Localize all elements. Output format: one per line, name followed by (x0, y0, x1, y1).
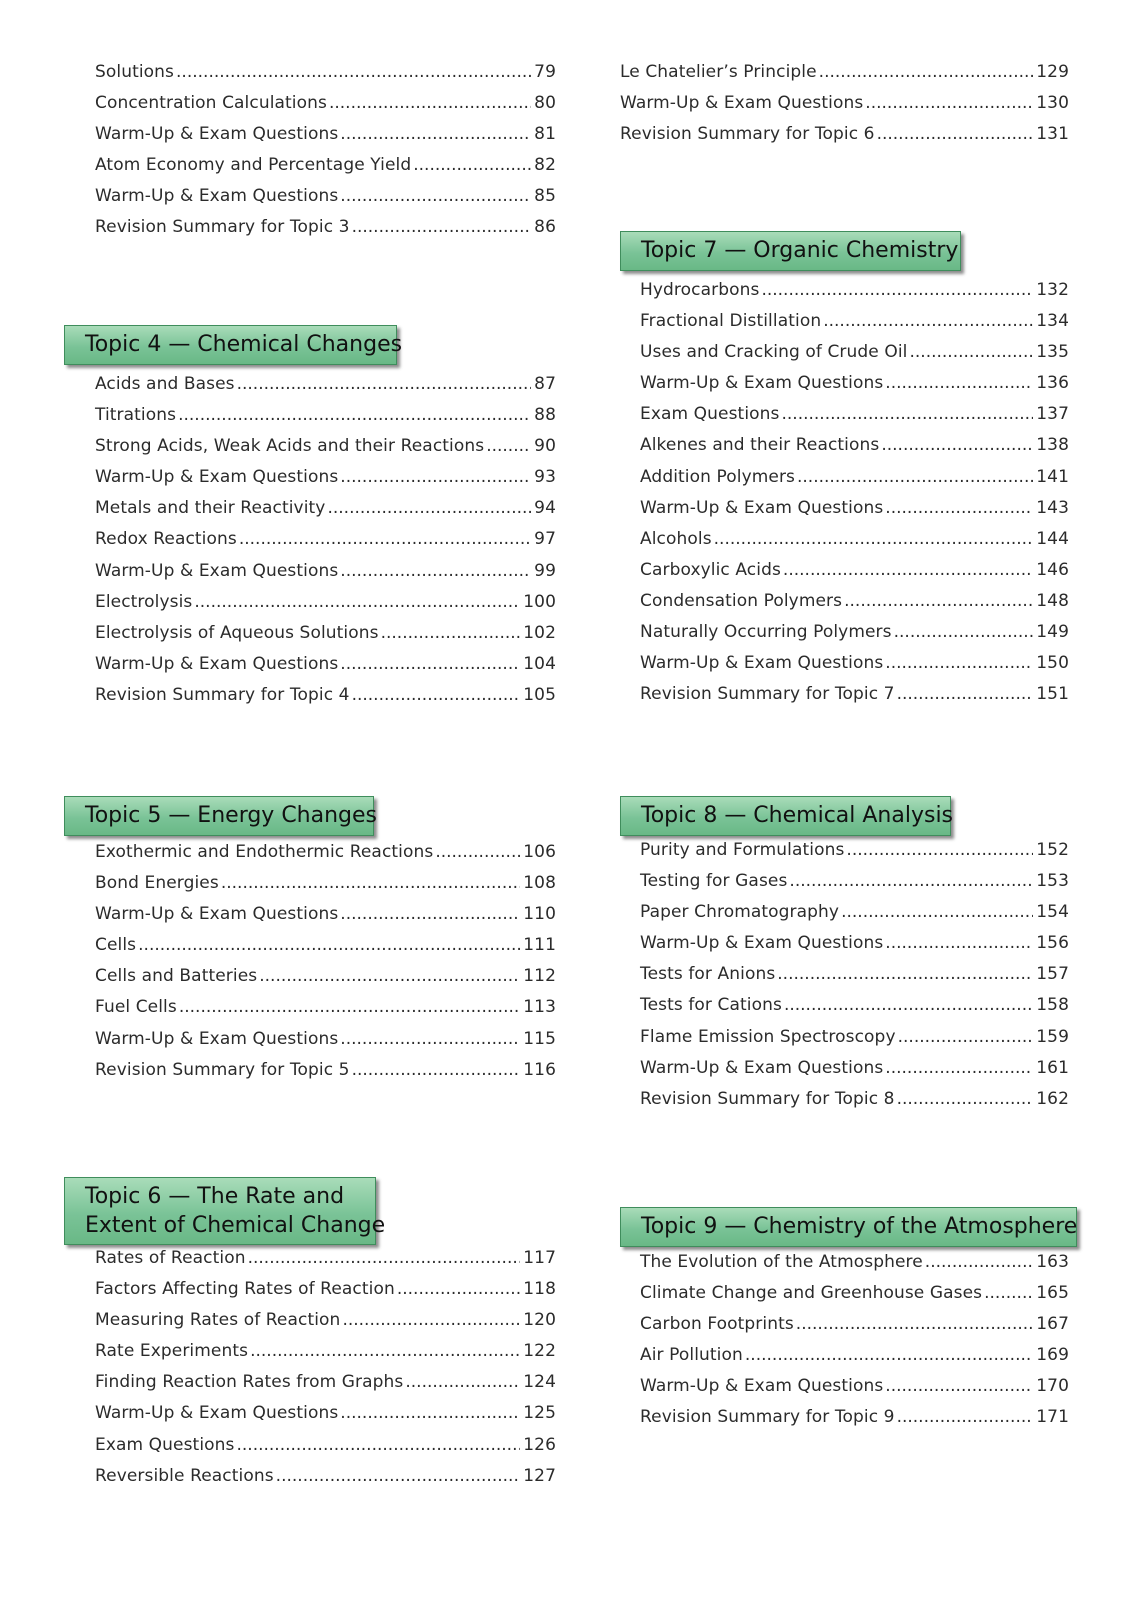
toc-entry (95, 685, 556, 716)
toc-leader-dots (340, 124, 531, 144)
toc-entry (640, 280, 1069, 311)
toc-entry-title: Flame Emission Spectroscopy (640, 1026, 896, 1047)
toc-entry-page: 143 (1036, 497, 1069, 518)
toc-leader-dots (176, 62, 531, 82)
toc-leader-dots (894, 622, 1034, 642)
toc-leader-dots (236, 1435, 520, 1455)
toc-entry (620, 93, 1069, 124)
topic7-list (640, 280, 1069, 715)
toc-entry-title: Fractional Distillation (640, 311, 822, 332)
toc-entry (640, 1027, 1069, 1058)
toc-entry-title: Warm-Up & Exam Questions (95, 1403, 339, 1424)
toc-leader-dots (486, 436, 531, 456)
toc-leader-dots (984, 1283, 1033, 1303)
toc-entry-title: Finding Reaction Rates from Graphs (95, 1372, 404, 1393)
toc-entry (620, 62, 1069, 93)
toc-entry-page: 82 (534, 155, 556, 176)
toc-entry (640, 1376, 1069, 1407)
topic7-heading: Topic 7 — Organic Chemistry (620, 231, 961, 271)
toc-entry-title: Warm-Up & Exam Questions (95, 186, 339, 207)
toc-entry-title: Warm-Up & Exam Questions (95, 904, 339, 925)
toc-entry-page: 117 (523, 1248, 556, 1268)
toc-entry (95, 873, 556, 904)
toc-entry-page: 156 (1036, 933, 1069, 954)
toc-entry-title: Climate Change and Greenhouse Gases (640, 1283, 983, 1304)
toc-entry-page: 169 (1036, 1345, 1069, 1366)
toc-entry-page: 86 (534, 217, 556, 238)
toc-entry-page: 159 (1036, 1026, 1069, 1047)
topic6-list (95, 1248, 556, 1497)
toc-entry (640, 902, 1069, 933)
toc-entry-title: Paper Chromatography (640, 902, 840, 923)
toc-entry (640, 1283, 1069, 1314)
toc-entry (640, 404, 1069, 435)
toc-entry (95, 124, 556, 155)
toc-entry (640, 498, 1069, 529)
topic4-list (95, 374, 556, 716)
toc-leader-dots (881, 435, 1033, 455)
toc-entry (95, 561, 556, 592)
toc-entry (640, 622, 1069, 653)
toc-entry-title: Revision Summary for Topic 7 (640, 684, 895, 705)
toc-entry-page: 132 (1036, 280, 1069, 300)
toc-leader-dots (276, 1466, 521, 1486)
toc-entry-title: Concentration Calculations (95, 93, 327, 114)
toc-entry-page: 158 (1036, 995, 1069, 1016)
toc-entry (640, 1058, 1069, 1089)
toc-leader-dots (784, 995, 1033, 1015)
toc-entry-title: Warm-Up & Exam Questions (640, 653, 884, 674)
toc-entry-title: Acids and Bases (95, 374, 235, 394)
toc-entry-page: 161 (1036, 1057, 1069, 1078)
toc-entry-page: 97 (534, 529, 556, 550)
toc-leader-dots (340, 467, 531, 487)
toc-entry (95, 842, 556, 873)
toc-entry-title: Revision Summary for Topic 5 (95, 1059, 350, 1080)
toc-entry-page: 150 (1036, 653, 1069, 674)
toc-entry (640, 871, 1069, 902)
toc-leader-dots (413, 155, 531, 175)
toc-entry-page: 149 (1036, 622, 1069, 643)
topic8-heading: Topic 8 — Chemical Analysis (620, 796, 951, 836)
toc-entry-title: Exam Questions (640, 404, 780, 425)
toc-entry-title: Rate Experiments (95, 1341, 249, 1362)
toc-entry (640, 1089, 1069, 1120)
toc-entry-page: 116 (523, 1059, 556, 1080)
toc-entry (95, 155, 556, 186)
toc-entry (95, 1466, 556, 1497)
toc-entry (95, 904, 556, 935)
toc-entry (95, 1248, 556, 1279)
toc-leader-dots (381, 623, 521, 643)
toc-entry-page: 153 (1036, 871, 1069, 892)
toc-leader-dots (352, 217, 532, 237)
toc-entry (640, 840, 1069, 871)
toc-entry-title: Cells and Batteries (95, 966, 258, 987)
toc-entry-page: 144 (1036, 528, 1069, 549)
toc-entry-page: 105 (523, 684, 556, 705)
toc-entry (95, 436, 556, 467)
toc-entry-page: 138 (1036, 435, 1069, 456)
toc-entry-title: Warm-Up & Exam Questions (640, 1376, 884, 1397)
toc-entry-page: 124 (523, 1372, 556, 1393)
toc-leader-dots (352, 685, 521, 705)
toc-entry (640, 591, 1069, 622)
toc-entry-page: 79 (534, 62, 556, 82)
toc-entry-page: 127 (523, 1465, 556, 1486)
toc-entry-title: Warm-Up & Exam Questions (95, 653, 339, 674)
toc-entry-page: 115 (523, 1028, 556, 1049)
topic3-continuation-list (95, 62, 556, 249)
toc-entry-page: 87 (534, 374, 556, 394)
toc-entry-title: The Evolution of the Atmosphere (640, 1252, 923, 1272)
toc-entry-page: 126 (523, 1434, 556, 1455)
toc-entry-page: 81 (534, 124, 556, 145)
toc-entry (95, 374, 556, 405)
toc-leader-dots (397, 1279, 520, 1299)
toc-entry (640, 1407, 1069, 1438)
toc-entry-page: 108 (523, 873, 556, 894)
toc-entry-title: Measuring Rates of Reaction (95, 1310, 341, 1331)
toc-leader-dots (138, 935, 520, 955)
toc-entry (95, 405, 556, 436)
toc-entry-title: Revision Summary for Topic 9 (640, 1407, 895, 1428)
toc-entry-title: Warm-Up & Exam Questions (640, 373, 884, 394)
toc-entry-title: Metals and their Reactivity (95, 498, 326, 519)
toc-entry-title: Revision Summary for Topic 4 (95, 684, 350, 705)
topic5-heading: Topic 5 — Energy Changes (64, 796, 374, 836)
toc-entry (95, 498, 556, 529)
toc-entry (640, 964, 1069, 995)
toc-entry-page: 88 (534, 405, 556, 426)
toc-entry (95, 1341, 556, 1372)
toc-entry (640, 684, 1069, 715)
toc-entry-page: 122 (523, 1341, 556, 1362)
toc-entry (640, 653, 1069, 684)
toc-entry-page: 118 (523, 1279, 556, 1300)
toc-leader-dots (898, 1027, 1034, 1047)
toc-entry-title: Cells (95, 935, 137, 956)
toc-entry (95, 623, 556, 654)
toc-entry-page: 157 (1036, 964, 1069, 985)
toc-entry-title: Titrations (95, 405, 177, 426)
toc-leader-dots (221, 873, 520, 893)
toc-leader-dots (796, 1314, 1033, 1334)
toc-leader-dots (783, 560, 1033, 580)
toc-leader-dots (435, 842, 520, 862)
toc-entry-page: 165 (1036, 1283, 1069, 1304)
toc-entry-title: Factors Affecting Rates of Reaction (95, 1279, 395, 1300)
toc-entry (95, 93, 556, 124)
toc-entry (640, 1345, 1069, 1376)
toc-entry (640, 529, 1069, 560)
toc-leader-dots (789, 871, 1033, 891)
toc-leader-dots (865, 93, 1033, 113)
toc-leader-dots (329, 93, 531, 113)
toc-entry-title: Naturally Occurring Polymers (640, 622, 892, 643)
topic8-list (640, 840, 1069, 1120)
toc-entry (95, 997, 556, 1028)
toc-entry-title: Alcohols (640, 528, 712, 549)
toc-entry-page: 171 (1036, 1407, 1069, 1428)
toc-leader-dots (841, 902, 1033, 922)
toc-entry (620, 124, 1069, 155)
toc-entry-title: Rates of Reaction (95, 1248, 246, 1268)
toc-leader-dots (823, 311, 1033, 331)
toc-entry-page: 106 (523, 842, 556, 862)
toc-entry-title: Warm-Up & Exam Questions (95, 560, 339, 581)
toc-leader-dots (178, 405, 531, 425)
toc-entry-page: 170 (1036, 1376, 1069, 1397)
toc-leader-dots (340, 561, 531, 581)
toc-entry (95, 1029, 556, 1060)
toc-leader-dots (885, 933, 1033, 953)
topic6-heading-line1: Topic 6 — The Rate and (85, 1184, 345, 1209)
toc-entry (640, 435, 1069, 466)
toc-leader-dots (885, 653, 1033, 673)
toc-entry (640, 373, 1069, 404)
toc-entry-page: 135 (1036, 342, 1069, 363)
toc-entry-title: Tests for Cations (640, 995, 782, 1016)
toc-entry-title: Testing for Gases (640, 871, 788, 892)
toc-entry-title: Air Pollution (640, 1345, 743, 1366)
toc-entry-title: Carbon Footprints (640, 1314, 794, 1335)
toc-entry-page: 100 (523, 591, 556, 612)
toc-entry-page: 146 (1036, 559, 1069, 580)
topic6-heading (64, 1177, 386, 1245)
toc-entry-title: Exothermic and Endothermic Reactions (95, 842, 434, 862)
toc-entry-title: Electrolysis (95, 591, 193, 612)
toc-leader-dots (405, 1372, 520, 1392)
toc-entry (95, 186, 556, 217)
toc-entry-page: 111 (523, 935, 556, 956)
toc-entry-title: Warm-Up & Exam Questions (95, 467, 339, 488)
toc-entry-title: Solutions (95, 62, 175, 82)
topic6-heading-line2: Extent of Chemical Change (85, 1213, 386, 1238)
toc-entry-page: 137 (1036, 404, 1069, 425)
toc-entry-title: Exam Questions (95, 1434, 235, 1455)
toc-entry-title: Reversible Reactions (95, 1465, 274, 1486)
toc-entry (95, 1310, 556, 1341)
toc-entry-title: Warm-Up & Exam Questions (620, 93, 864, 114)
toc-leader-dots (885, 498, 1033, 518)
toc-entry-title: Revision Summary for Topic 3 (95, 217, 350, 238)
toc-leader-dots (340, 1403, 520, 1423)
toc-leader-dots (237, 374, 532, 394)
toc-entry-page: 152 (1036, 840, 1069, 860)
toc-entry (95, 1435, 556, 1466)
toc-leader-dots (714, 529, 1034, 549)
toc-entry (640, 311, 1069, 342)
toc-entry-page: 162 (1036, 1088, 1069, 1109)
toc-entry (640, 342, 1069, 373)
toc-entry-page: 163 (1036, 1252, 1069, 1272)
toc-leader-dots (352, 1060, 521, 1080)
toc-leader-dots (885, 373, 1033, 393)
toc-leader-dots (342, 1310, 520, 1330)
toc-entry-title: Condensation Polymers (640, 590, 843, 611)
toc-leader-dots (781, 404, 1033, 424)
toc-entry-title: Warm-Up & Exam Questions (640, 497, 884, 518)
toc-entry (95, 1403, 556, 1434)
toc-entry (640, 933, 1069, 964)
toc-entry-page: 154 (1036, 902, 1069, 923)
toc-entry (95, 62, 556, 93)
toc-entry-page: 167 (1036, 1314, 1069, 1335)
toc-leader-dots (761, 280, 1033, 300)
toc-entry (640, 560, 1069, 591)
toc-leader-dots (340, 654, 520, 674)
topic9-list (640, 1252, 1069, 1439)
toc-entry-page: 131 (1036, 124, 1069, 145)
toc-leader-dots (925, 1252, 1033, 1272)
toc-entry-title: Revision Summary for Topic 6 (620, 124, 875, 145)
toc-entry-page: 134 (1036, 311, 1069, 332)
toc-leader-dots (179, 997, 520, 1017)
toc-entry-page: 120 (523, 1310, 556, 1331)
toc-entry-title: Carboxylic Acids (640, 559, 781, 580)
toc-leader-dots (259, 966, 520, 986)
toc-leader-dots (819, 62, 1034, 82)
toc-entry-page: 148 (1036, 590, 1069, 611)
toc-leader-dots (340, 1029, 520, 1049)
toc-entry-title: Redox Reactions (95, 529, 237, 550)
toc-entry (95, 1279, 556, 1310)
toc-entry (95, 592, 556, 623)
toc-entry-title: Bond Energies (95, 873, 219, 894)
toc-leader-dots (897, 1089, 1034, 1109)
toc-entry-title: Tests for Anions (640, 964, 776, 985)
toc-leader-dots (897, 1407, 1034, 1427)
toc-leader-dots (194, 592, 520, 612)
toc-leader-dots (777, 964, 1033, 984)
toc-leader-dots (909, 342, 1033, 362)
toc-leader-dots (844, 591, 1033, 611)
toc-leader-dots (797, 467, 1033, 487)
toc-entry-title: Le Chatelier’s Principle (620, 62, 817, 82)
toc-entry-page: 141 (1036, 466, 1069, 487)
toc-entry (640, 1314, 1069, 1345)
topic6-continuation-list (620, 62, 1069, 155)
toc-entry (95, 935, 556, 966)
toc-entry (95, 1372, 556, 1403)
toc-entry-page: 125 (523, 1403, 556, 1424)
toc-leader-dots (877, 124, 1034, 144)
toc-entry-page: 102 (523, 622, 556, 643)
topic4-heading: Topic 4 — Chemical Changes (64, 325, 397, 365)
toc-leader-dots (885, 1376, 1033, 1396)
toc-leader-dots (897, 684, 1034, 704)
toc-entry-page: 129 (1036, 62, 1069, 82)
toc-leader-dots (248, 1248, 521, 1268)
toc-entry-title: Warm-Up & Exam Questions (640, 933, 884, 954)
toc-entry (95, 529, 556, 560)
toc-leader-dots (250, 1341, 520, 1361)
toc-entry-page: 93 (534, 467, 556, 488)
toc-entry (640, 995, 1069, 1026)
toc-entry-title: Electrolysis of Aqueous Solutions (95, 622, 379, 643)
toc-leader-dots (340, 186, 531, 206)
toc-entry-title: Warm-Up & Exam Questions (640, 1057, 884, 1078)
toc-entry-page: 136 (1036, 373, 1069, 394)
toc-entry-title: Addition Polymers (640, 466, 795, 487)
toc-entry (95, 966, 556, 997)
toc-entry-page: 113 (523, 997, 556, 1018)
toc-entry-title: Warm-Up & Exam Questions (95, 124, 339, 145)
toc-entry (95, 1060, 556, 1091)
toc-entry (95, 217, 556, 248)
toc-entry-page: 90 (534, 436, 556, 457)
toc-leader-dots (846, 840, 1033, 860)
toc-entry-title: Purity and Formulations (640, 840, 845, 860)
toc-entry-page: 94 (534, 498, 556, 519)
toc-entry-page: 99 (534, 560, 556, 581)
toc-entry-title: Strong Acids, Weak Acids and their Reactions (95, 436, 485, 457)
topic9-heading: Topic 9 — Chemistry of the Atmosphere (620, 1207, 1077, 1247)
toc-leader-dots (327, 498, 531, 518)
toc-entry-page: 130 (1036, 93, 1069, 114)
toc-entry-title: Warm-Up & Exam Questions (95, 1028, 339, 1049)
toc-leader-dots (239, 529, 531, 549)
toc-entry-title: Uses and Cracking of Crude Oil (640, 342, 908, 363)
toc-entry-page: 85 (534, 186, 556, 207)
toc-leader-dots (340, 904, 520, 924)
toc-entry (640, 467, 1069, 498)
toc-entry-page: 151 (1036, 684, 1069, 705)
toc-entry (640, 1252, 1069, 1283)
toc-entry-title: Hydrocarbons (640, 280, 760, 300)
toc-entry-page: 112 (523, 966, 556, 987)
toc-entry-title: Atom Economy and Percentage Yield (95, 155, 412, 176)
toc-leader-dots (885, 1058, 1033, 1078)
toc-entry (95, 467, 556, 498)
toc-entry-title: Fuel Cells (95, 997, 177, 1018)
toc-leader-dots (745, 1345, 1033, 1365)
toc-entry-page: 104 (523, 653, 556, 674)
topic5-list (95, 842, 556, 1091)
toc-entry-page: 80 (534, 93, 556, 114)
toc-entry-page: 110 (523, 904, 556, 925)
toc-entry (95, 654, 556, 685)
toc-entry-title: Revision Summary for Topic 8 (640, 1088, 895, 1109)
toc-entry-title: Alkenes and their Reactions (640, 435, 880, 456)
